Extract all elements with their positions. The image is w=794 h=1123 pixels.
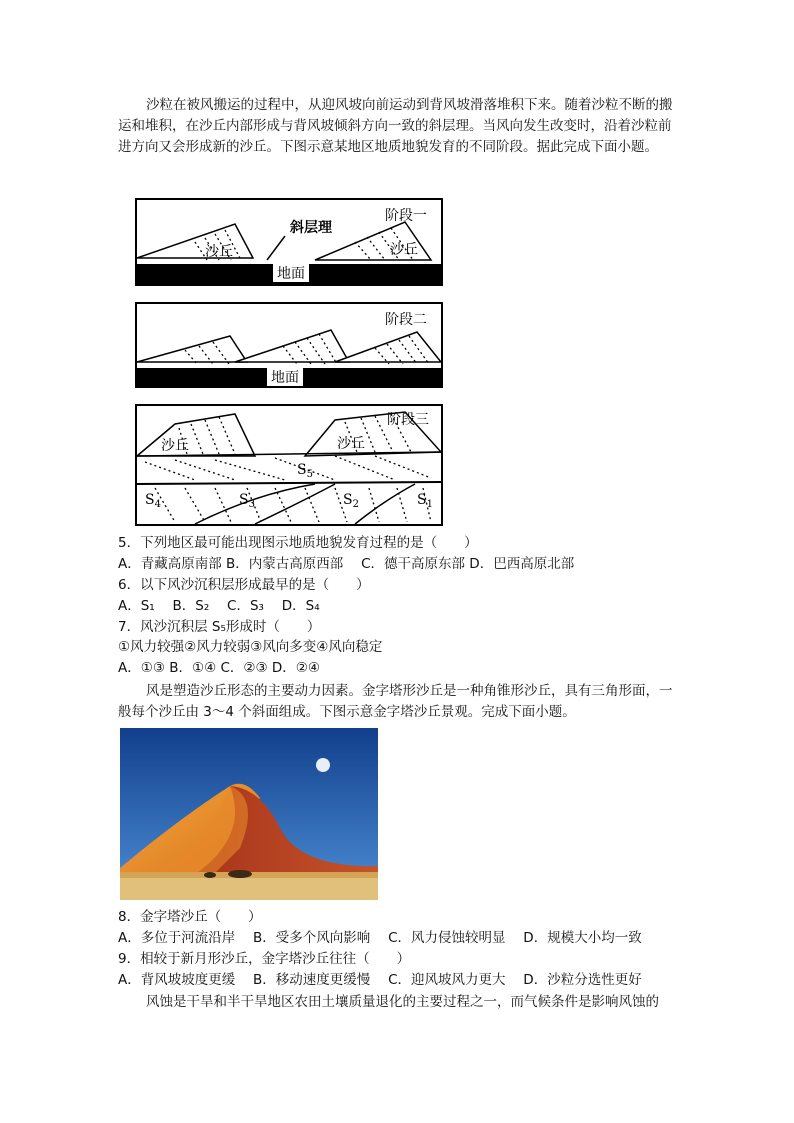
question-7-options: A．①③ B．①④ C．②③ D．②④ xyxy=(118,660,321,676)
ground-label: 地面 xyxy=(277,266,305,282)
s4-label: $S_4$ xyxy=(145,492,161,510)
s1-label: $S_1$ xyxy=(417,492,433,510)
question-9-options: A．背风坡坡度更缓 B．移动速度更缓慢 C．迎风坡风力更大 D．沙粒分选性更好 xyxy=(118,972,642,988)
passage-wind-erosion-text: 风蚀是干旱和半干旱地区农田土壤质量退化的主要过程之一，而气候条件是影响风蚀的 xyxy=(146,994,659,1010)
passage-wind-erosion xyxy=(118,992,680,1013)
question-6-stem: 6．以下风沙沉积层形成最早的是（ ） xyxy=(118,577,370,593)
s2-label: $S_2$ xyxy=(343,492,359,510)
stage-two-label: 阶段二 xyxy=(385,312,427,328)
passage-intro-text: 沙粒在被风搬运的过程中，从迎风坡向前运动到背风坡滑落堆积下来。随着沙粒不断的搬运和堆积，在沙丘内部形成与背风坡倾斜方向一致的斜层理。当风向发生改变时，沿着沙粒前进方向又会形成新的沙丘。下图示意某地区地质地貌发育的不同阶段。据此完成下面小题。 xyxy=(118,97,673,155)
stage-one-label: 阶段一 xyxy=(385,208,427,224)
question-8-options: A．多位于河流沿岸 B．受多个风向影响 C．风力侵蚀较明显 D．规模大小均一致 xyxy=(118,930,642,946)
stage-three-diagram xyxy=(135,404,445,528)
s5-label: $S_5$ xyxy=(297,462,313,480)
dune-label-left: 沙丘 xyxy=(205,244,233,260)
stage-one-diagram xyxy=(135,198,445,288)
cross-bedding-label: 斜层理 xyxy=(290,220,332,236)
question-8-stem: 8．金字塔沙丘（ ） xyxy=(118,909,262,925)
question-9-stem: 9．相较于新月形沙丘，金字塔沙丘往往（ ） xyxy=(118,951,411,967)
ground-label-2: 地面 xyxy=(271,370,299,386)
stage-three-label: 阶段三 xyxy=(387,412,429,428)
passage-intro xyxy=(118,95,680,158)
dune-label-3b: 沙丘 xyxy=(337,436,365,452)
dune-label-right: 沙丘 xyxy=(390,242,418,258)
passage-pyramid-dune xyxy=(118,681,680,723)
question-5-stem: 5．下列地区最可能出现图示地质地貌发育过程的是（ ） xyxy=(118,535,478,551)
dune-label-3a: 沙丘 xyxy=(161,438,189,454)
question-5-options: A．青藏高原南部 B．内蒙古高原西部 C．德干高原东部 D．巴西高原北部 xyxy=(118,556,575,572)
stage-two-diagram xyxy=(135,302,445,390)
s3-label: $S_3$ xyxy=(239,492,255,510)
question-7-stem: 7．风沙沉积层 S₅形成时（ ） xyxy=(118,619,321,635)
question-7-choices: ①风力较强②风力较弱③风向多变④风向稳定 xyxy=(118,639,383,655)
passage-pyramid-dune-text: 风是塑造沙丘形态的主要动力因素。金字塔形沙丘是一种角锥形沙丘，具有三角形面，一般每个沙丘由 3～4 个斜面组成。下图示意金字塔沙丘景观。完成下面小题。 xyxy=(118,683,673,720)
question-6-options: A．S₁ B．S₂ C．S₃ D．S₄ xyxy=(118,598,320,614)
pyramid-dune-photo xyxy=(120,728,378,900)
